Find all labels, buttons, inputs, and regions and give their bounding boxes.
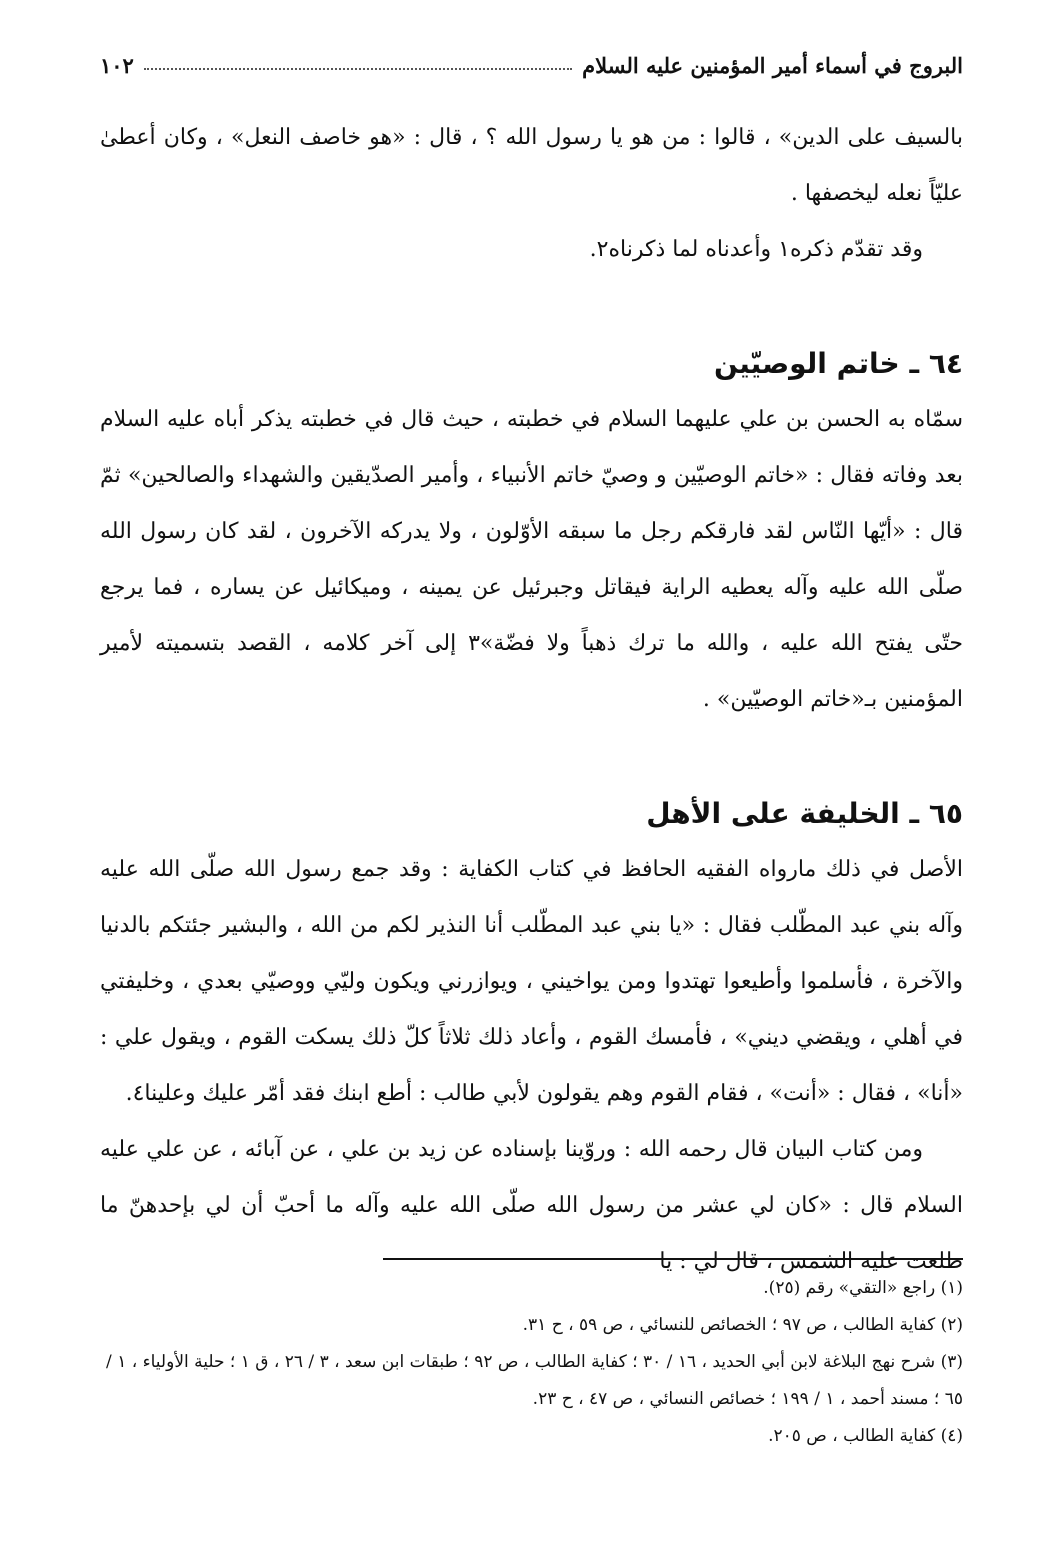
- paragraph: وقد تقدّم ذكره١ وأعدناه لما ذكرناه٢.: [589, 237, 923, 262]
- footnote-1: (١) راجع «التقي» رقم (٢٥).: [763, 1278, 963, 1298]
- main-text: [100, 110, 963, 1290]
- paragraph: ومن كتاب البيان قال رحمه الله : وروّينا بإسناده عن زيد بن علي ، عن آبائه ، عن علي عليه السلام قال : «كان لي عشر من رسول الله صلّى الله عليه وآله ما أحبّ أن لي بإحدهنّ ما طلعت عليه الشمس ، قال لي : يا: [100, 1137, 963, 1274]
- paragraph: بالسيف على الدين» ، قالوا : من هو يا رسول الله ؟ ، قال : «هو خاصف النعل» ، وكان أعطىٰ عليّاً نعله ليخصفها .: [100, 125, 963, 206]
- footnotes: [100, 1258, 963, 1455]
- paragraph: سمّاه به الحسن بن علي عليهما السلام في خطبته ، حيث قال في خطبته يذكر أباه عليه السلام بعد وفاته فقال : «خاتم الوصيّين و وصيّ خاتم الأنبياء ، وأمير الصدّيقين والشهداء والصالحين» ثمّ قال : «أيّها النّاس لقد فارقكم رجل ما سبقه الأوّلون ، ولا يدركه الآخرون ، لقد كان رسول الله صلّى الله عليه وآله يعطيه الراية فيقاتل وجبرئيل عن يمينه ، وميكائيل عن يساره ، فما يرجع حتّى يفتح الله عليه ، والله ما ترك ذهباً ولا فضّة»٣ إلى آخر كلامه ، القصد بتسميته لأمير المؤمنين بـ«خاتم الوصيّين» .: [100, 407, 963, 712]
- footnote-separator: [383, 1258, 963, 1260]
- page-header: [100, 38, 963, 78]
- section-heading-64: ٦٤ ـ خاتم الوصيّين: [714, 347, 963, 380]
- section-spacer: [100, 728, 963, 786]
- dotted-leader: [144, 68, 572, 70]
- footnote-3: (٣) شرح نهج البلاغة لابن أبي الحديد ، ١٦ / ٣٠ ؛ كفاية الطالب ، ص ٩٢ ؛ طبقات ابن سعد ، ٣ / ٢٦ ، ق ١ ؛ حلية الأولياء ، ١ / ٦٥ ؛ مسند أحمد ، ١ / ١٩٩ ؛ خصائص النسائي ، ص ٤٧ ، ح ٢٣.: [106, 1352, 963, 1409]
- paragraph: الأصل في ذلك مارواه الفقيه الحافظ في كتاب الكفاية : وقد جمع رسول الله صلّى الله عليه وآله بني عبد المطّلب فقال : «يا بني عبد المطّلب أنا النذير لكم من الله ، والبشير جئتكم بالدنيا والآخرة ، فأسلموا وأطيعوا تهتدوا ومن يواخيني ، ويوازرني ويكون وليّي ووصيّي بعدي ، وخليفتي في أهلي ، ويقضي ديني» ، فأمسك القوم ، وأعاد ذلك ثلاثاً كلّ ذلك يسكت القوم ، ويقول علي : «أنا» ، فقال : «أنت» ، فقام القوم وهم يقولون لأبي طالب : أطع ابنك فقد أمّر عليك وعلينا٤.: [100, 857, 963, 1106]
- page-number: ١٠٢: [100, 53, 134, 78]
- section-heading-65: ٦٥ ـ الخليفة على الأهل: [646, 797, 963, 830]
- section-spacer: [100, 278, 963, 336]
- running-title: البروج في أسماء أمير المؤمنين عليه السلام: [582, 53, 963, 78]
- footnote-4: (٤) كفاية الطالب ، ص ٢٠٥.: [768, 1426, 963, 1446]
- footnote-2: (٢) كفاية الطالب ، ص ٩٧ ؛ الخصائص للنسائي ، ص ٥٩ ، ح ٣١.: [522, 1315, 963, 1335]
